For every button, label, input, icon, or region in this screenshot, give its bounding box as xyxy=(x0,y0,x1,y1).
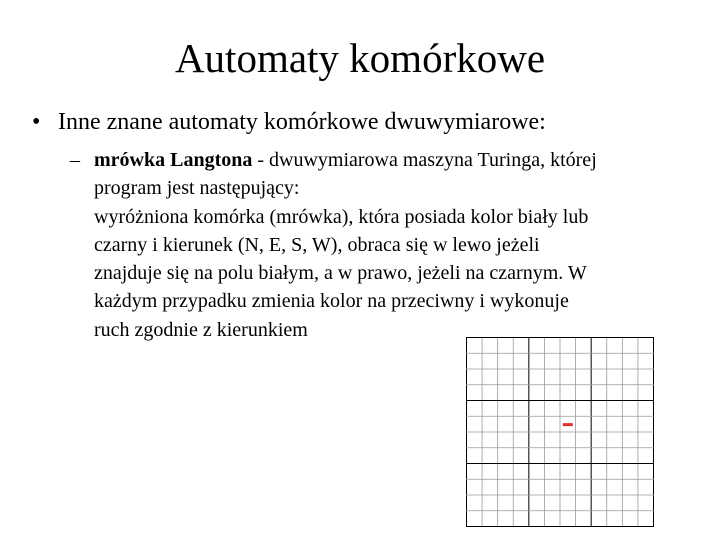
sub-bullet-body xyxy=(94,146,710,344)
sub-line-5: znajduje się na polu białym, a w prawo, jeżeli na czarnym. W xyxy=(94,262,587,285)
main-bullet xyxy=(32,105,546,139)
sub-line-7: ruch zgodnie z kierunkiem xyxy=(94,318,308,341)
sub-line-6: każdym przypadku zmienia kolor na przeciwny i wykonuje xyxy=(94,290,569,313)
sub-line-4: czarny i kierunek (N, E, S, W), obraca się w lewo jeżeli xyxy=(94,233,540,256)
sub-line-2: program jest następujący: xyxy=(94,177,300,200)
term-langton-ant: mrówka Langtona xyxy=(94,149,253,171)
slide-title: Automaty komórkowe xyxy=(174,35,546,81)
sub-line-3: wyróżniona komórka (mrówka), która posiada kolor biały lub xyxy=(94,205,589,228)
ant-marker xyxy=(563,423,573,426)
sub-bullet-marker: – xyxy=(70,149,80,171)
sub-bullet xyxy=(70,146,710,344)
sub-line-1 xyxy=(94,146,710,174)
langton-ant-grid xyxy=(466,337,654,527)
term-definition: - dwuwymiarowa maszyna Turinga, której xyxy=(252,149,597,171)
main-bullet-text: Inne znane automaty komórkowe dwuwymiarowe: xyxy=(58,109,546,135)
bullet-marker: • xyxy=(32,109,41,135)
